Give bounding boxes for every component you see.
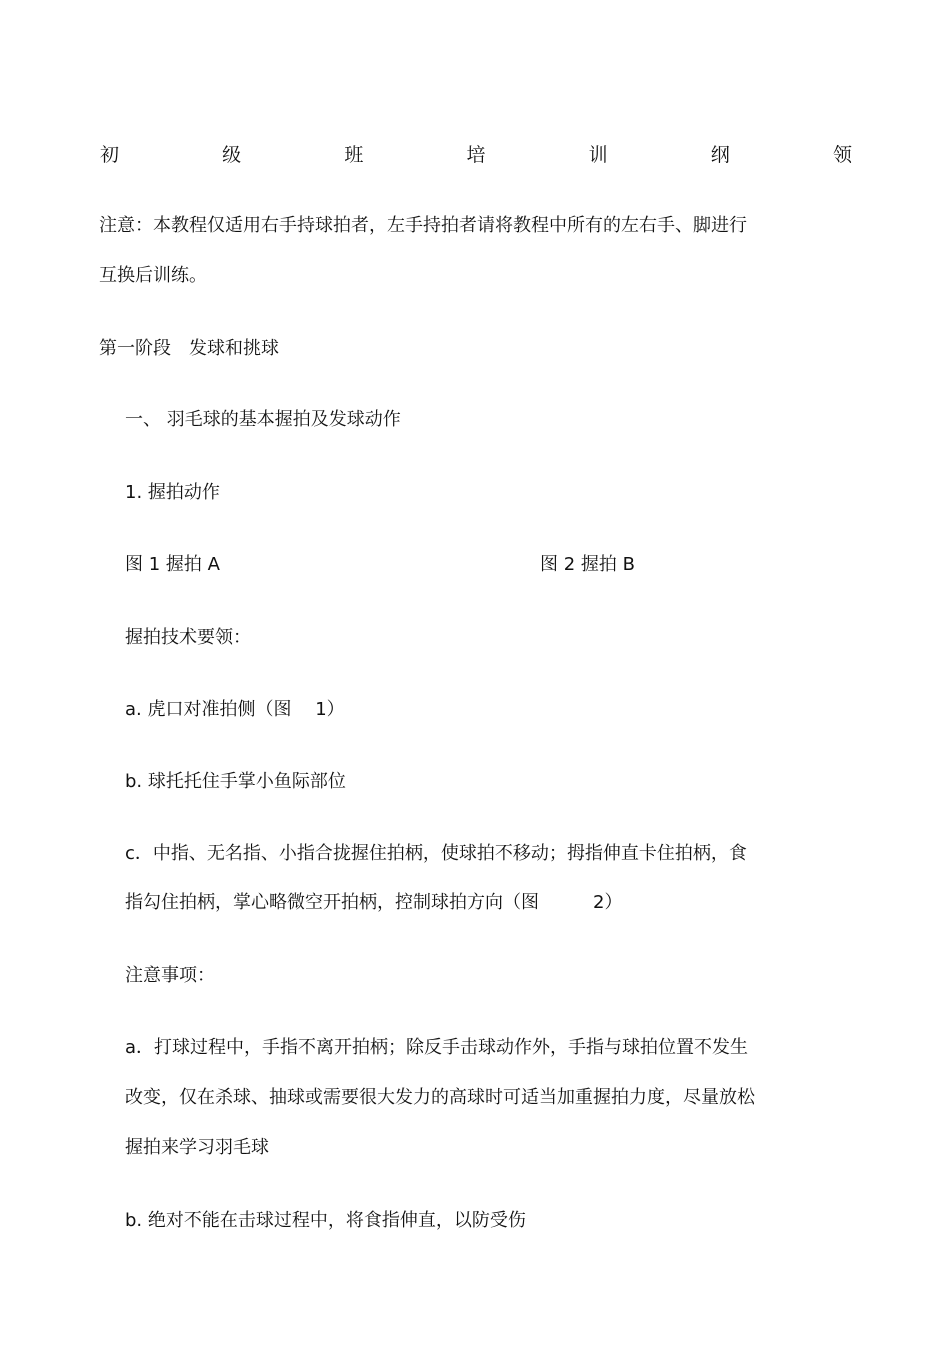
technique-point-c-line-1: c．中指、无名指、小指合拢握住拍柄，使球拍不移动；拇指伸直卡住拍柄，食 — [125, 843, 747, 864]
title-char: 培 — [466, 144, 486, 166]
title-char: 班 — [344, 144, 364, 166]
technique-point-b: b. 球托托住手掌小鱼际部位 — [125, 771, 346, 792]
technique-heading: 握拍技术要领： — [125, 627, 251, 648]
title-char: 训 — [588, 144, 608, 166]
note-point-b: b. 绝对不能在击球过程中，将食指伸直，以防受伤 — [125, 1210, 526, 1231]
note-line-2: 互换后训练。 — [99, 265, 207, 286]
note-point-a-line-2: 改变，仅在杀球、抽球或需要很大发力的高球时可适当加重握拍力度，尽量放松 — [125, 1087, 755, 1108]
technique-point-c-line-2: 指勾住拍柄，掌心略微空开拍柄，控制球拍方向（图 2） — [125, 892, 623, 913]
item-heading: 1. 握拍动作 — [125, 482, 220, 503]
note-line-1: 注意：本教程仅适用右手持球拍者，左手持拍者请将教程中所有的左右手、脚进行 — [99, 215, 747, 236]
title-char: 领 — [832, 144, 852, 166]
section-heading: 一、 羽毛球的基本握拍及发球动作 — [125, 409, 401, 430]
note-point-a-line-3: 握拍来学习羽毛球 — [125, 1137, 269, 1158]
note-point-a-line-1: a．打球过程中，手指不离开拍柄；除反手击球动作外，手指与球拍位置不发生 — [125, 1037, 749, 1058]
document-title — [100, 142, 852, 168]
title-char: 初 — [100, 144, 120, 166]
title-char: 级 — [222, 144, 242, 166]
figure-caption-2: 图 2 握拍 B — [540, 554, 635, 575]
title-char: 纲 — [710, 144, 730, 166]
notes-heading: 注意事项： — [125, 965, 215, 986]
stage-heading: 第一阶段 发球和挑球 — [99, 338, 279, 359]
figure-caption-1: 图 1 握拍 A — [125, 554, 220, 575]
technique-point-a: a. 虎口对准拍侧（图 1） — [125, 699, 345, 720]
